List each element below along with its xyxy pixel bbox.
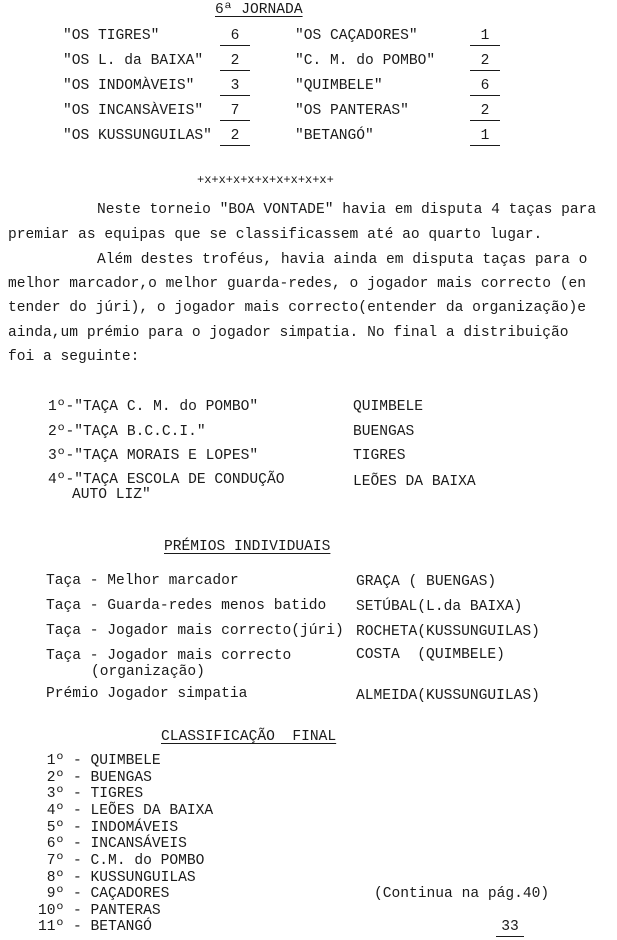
classification-row: 3º - TIGRES: [38, 786, 144, 802]
home-team: "OS L. da BAIXA": [63, 53, 204, 69]
cup-winner: LEÕES DA BAIXA: [353, 474, 476, 490]
away-team: "OS PANTERAS": [295, 103, 409, 119]
classification-row: 11º - BETANGÓ: [38, 919, 152, 935]
cup-label: 4º-"TAÇA ESCOLA DE CONDUÇÃO: [48, 472, 285, 488]
away-score: 1: [470, 28, 500, 46]
home-score: 2: [220, 53, 250, 71]
cup-label: 2º-"TAÇA B.C.C.I.": [48, 424, 206, 440]
classification-row: 4º - LEÕES DA BAIXA: [38, 803, 214, 819]
home-score: 7: [220, 103, 250, 121]
award-label: Taça - Jogador mais correcto(júri): [46, 623, 344, 639]
award-winner: COSTA (QUIMBELE): [356, 647, 505, 663]
continuation-note: (Continua na pág.40): [374, 886, 550, 902]
classification-row: 7º - C.M. do POMBO: [38, 853, 205, 869]
classification-row: 9º - CAÇADORES: [38, 886, 170, 902]
away-score: 2: [470, 103, 500, 121]
classification-row: 10º - PANTERAS: [38, 903, 161, 919]
away-score: 2: [470, 53, 500, 71]
away-team: "BETANGÓ": [295, 128, 374, 144]
home-team: "OS KUSSUNGUILAS": [63, 128, 212, 144]
cup-winner: TIGRES: [353, 448, 406, 464]
award-label: Taça - Melhor marcador: [46, 573, 239, 589]
home-team: "OS INCANSÀVEIS": [63, 103, 204, 119]
cup-label: 1º-"TAÇA C. M. do POMBO": [48, 399, 259, 415]
paragraph-line: Além destes troféus, havia ainda em disputa taças para o: [97, 252, 588, 268]
classification-row: 8º - KUSSUNGUILAS: [38, 870, 196, 886]
classification-row: 1º - QUIMBELE: [38, 753, 161, 769]
award-label: Prémio Jogador simpatia: [46, 686, 248, 702]
away-team: "OS CAÇADORES": [295, 28, 418, 44]
home-team: "OS TIGRES": [63, 28, 160, 44]
away-score: 1: [470, 128, 500, 146]
classification-row: 6º - INCANSÁVEIS: [38, 836, 187, 852]
home-score: 6: [220, 28, 250, 46]
away-score: 6: [470, 78, 500, 96]
paragraph-line: premiar as equipas que se classificassem até ao quarto lugar.: [8, 227, 543, 243]
award-label-continuation: (organização): [91, 664, 205, 680]
cup-label-continuation: AUTO LIZ": [72, 487, 151, 503]
home-score: 2: [220, 128, 250, 146]
separator: +x+x+x+x+x+x+x+x+x+: [197, 173, 334, 187]
round-title: 6ª JORNADA: [215, 2, 303, 18]
classification-title: CLASSIFICAÇÃO FINAL: [161, 729, 337, 745]
page-number: 33: [496, 919, 524, 937]
classification-row: 5º - INDOMÁVEIS: [38, 820, 179, 836]
paragraph-line: ainda,um prémio para o jogador simpatia. No final a distribuição: [8, 325, 569, 341]
award-label: Taça - Guarda-redes menos batido: [46, 598, 327, 614]
award-winner: ROCHETA(KUSSUNGUILAS): [356, 624, 540, 640]
home-score: 3: [220, 78, 250, 96]
individual-title: PRÉMIOS INDIVIDUAIS: [164, 539, 331, 555]
cup-winner: QUIMBELE: [353, 399, 424, 415]
paragraph-line: tender do júri), o jogador mais correcto(entender da organização)e: [8, 300, 587, 316]
award-winner: SETÚBAL(L.da BAIXA): [356, 599, 523, 615]
away-team: "C. M. do POMBO": [295, 53, 436, 69]
award-label: Taça - Jogador mais correcto: [46, 648, 292, 664]
cup-label: 3º-"TAÇA MORAIS E LOPES": [48, 448, 259, 464]
paragraph-line: Neste torneio "BOA VONTADE" havia em disputa 4 taças para: [97, 202, 597, 218]
award-winner: GRAÇA ( BUENGAS): [356, 574, 497, 590]
award-winner: ALMEIDA(KUSSUNGUILAS): [356, 688, 540, 704]
home-team: "OS INDOMÀVEIS": [63, 78, 195, 94]
cup-winner: BUENGAS: [353, 424, 415, 440]
classification-row: 2º - BUENGAS: [38, 770, 152, 786]
paragraph-line: foi a seguinte:: [8, 349, 140, 365]
away-team: "QUIMBELE": [295, 78, 383, 94]
paragraph-line: melhor marcador,o melhor guarda-redes, o jogador mais correcto (en: [8, 276, 587, 292]
